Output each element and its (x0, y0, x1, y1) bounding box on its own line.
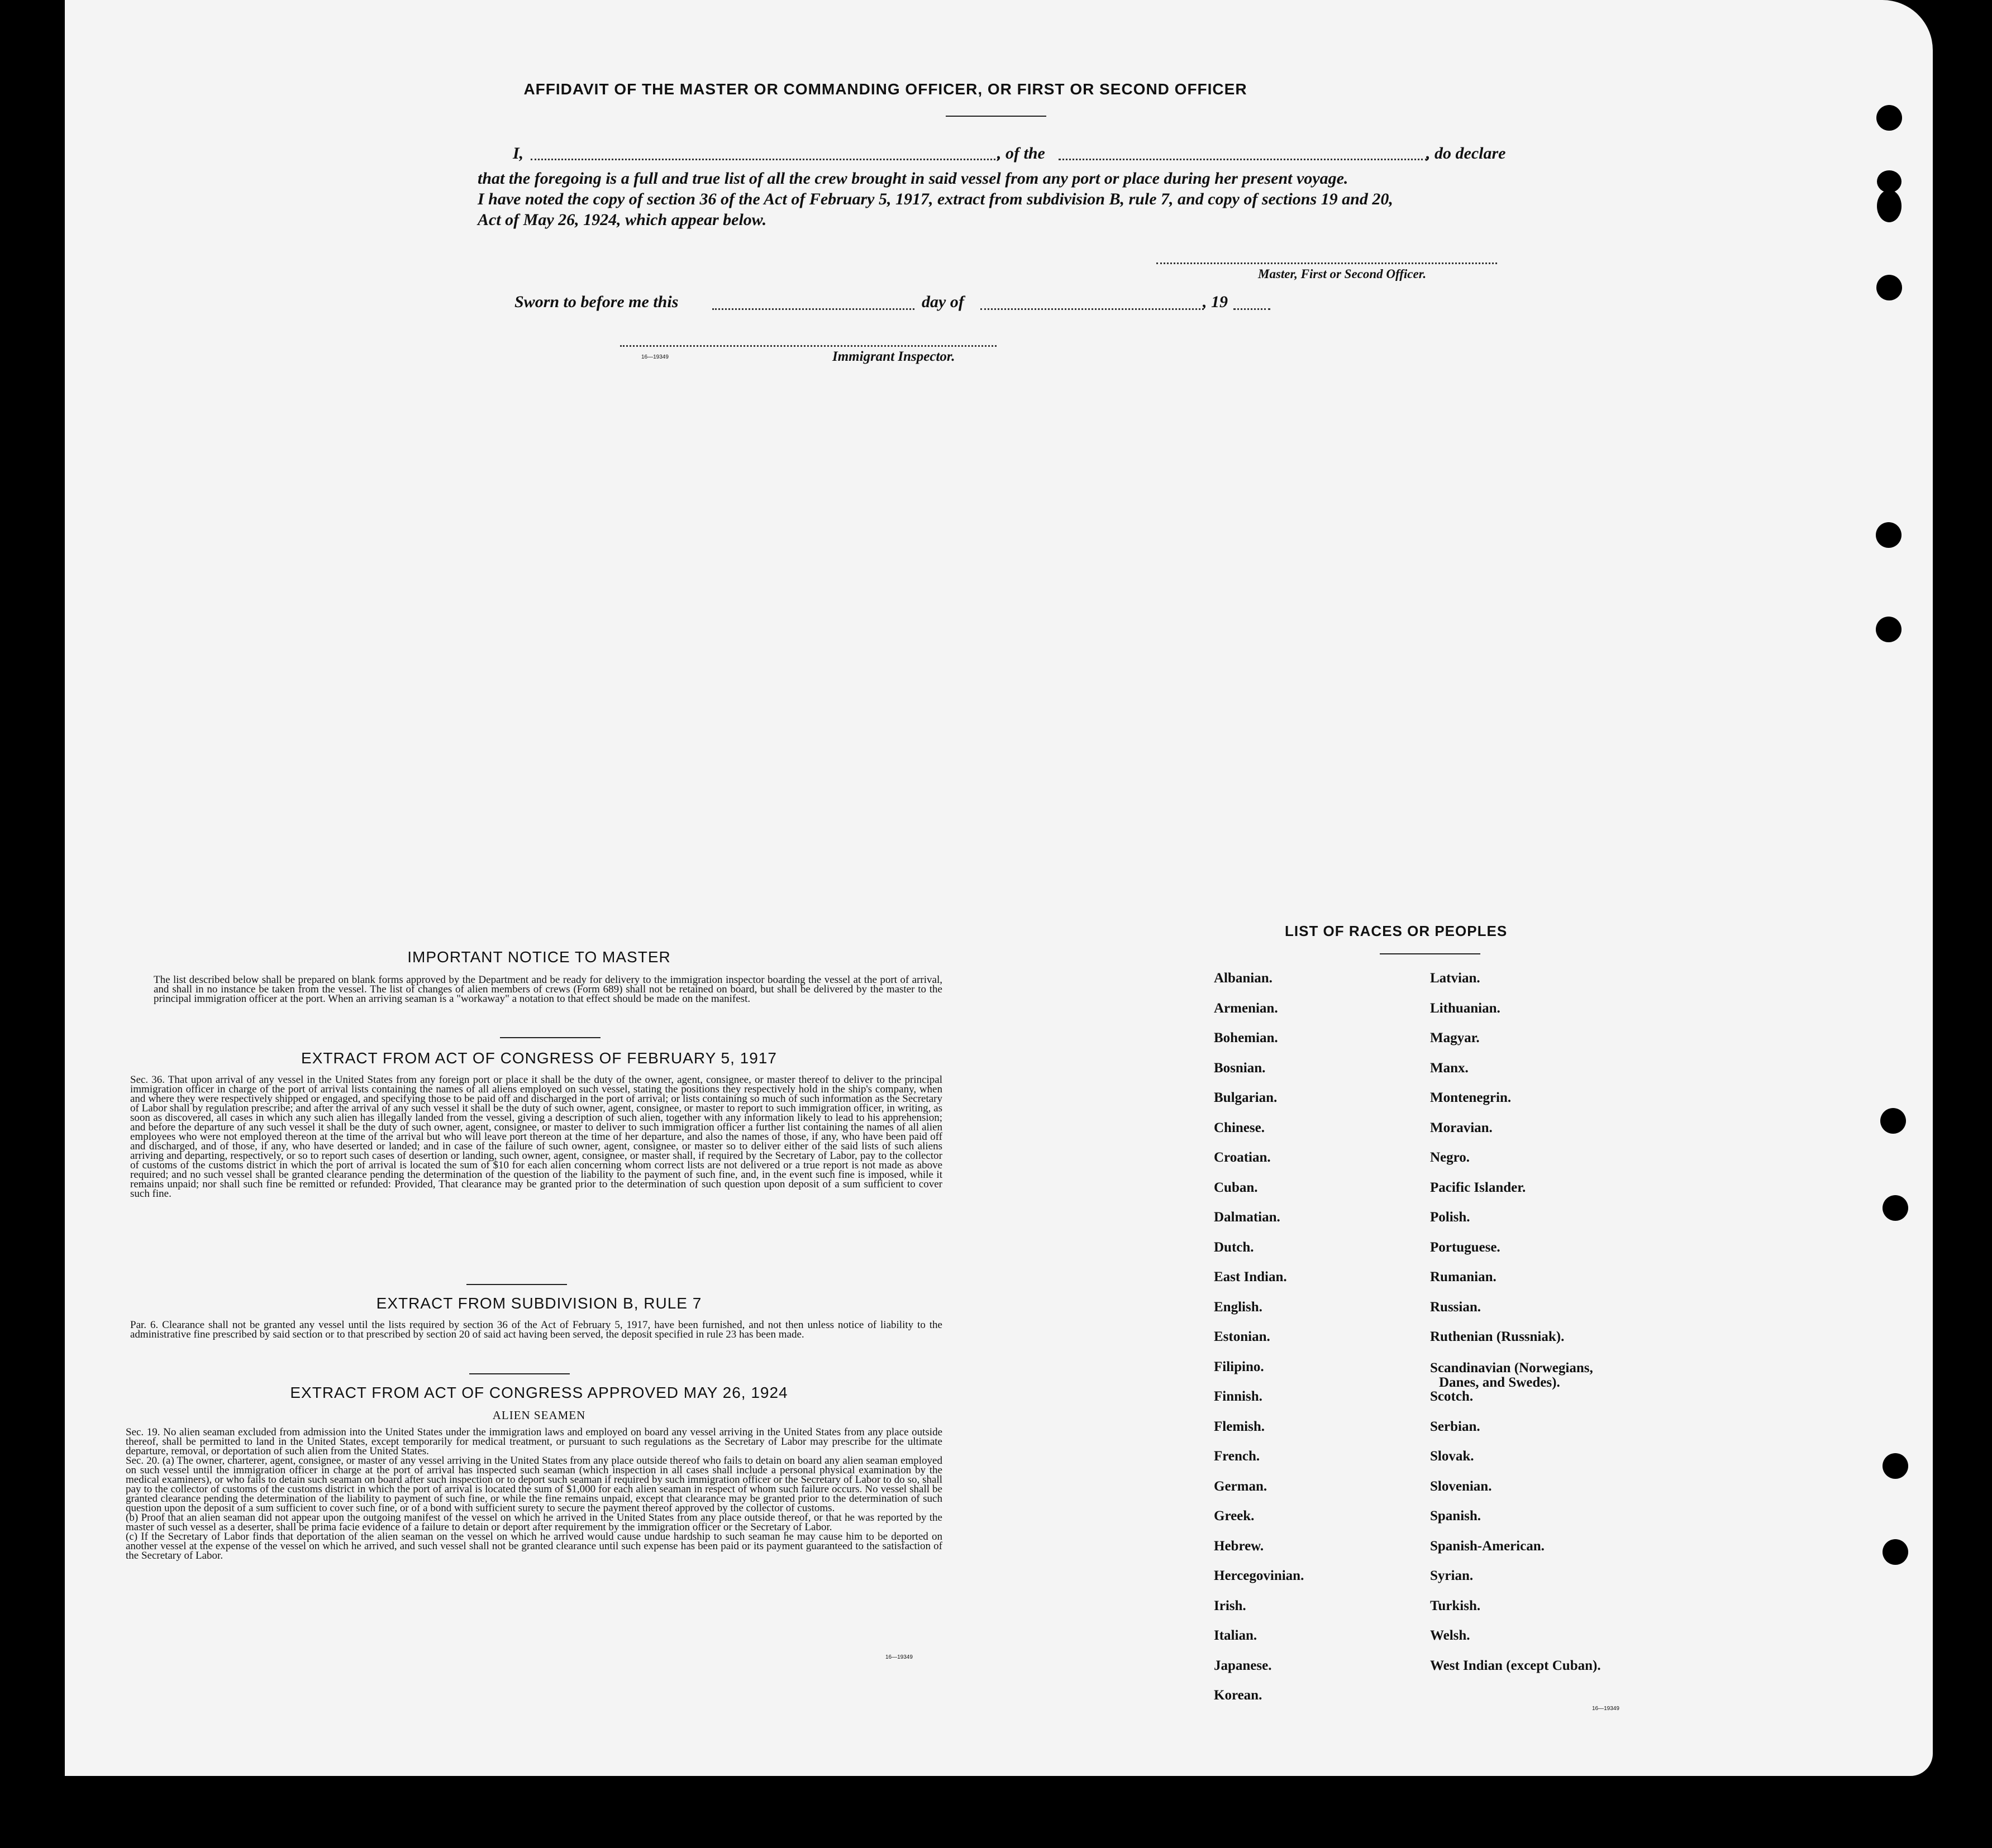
race-item: Manx. (1430, 1060, 1469, 1076)
race-item: Finnish. (1214, 1389, 1262, 1404)
race-item: Flemish. (1214, 1419, 1265, 1434)
divider (469, 1373, 570, 1374)
race-item: Moravian. (1430, 1120, 1493, 1135)
race-item: Slovak. (1430, 1449, 1474, 1464)
punch-hole (1877, 190, 1902, 222)
race-item: Serbian. (1430, 1419, 1480, 1434)
sworn-day-blank[interactable] (712, 308, 914, 310)
sworn-month-blank[interactable] (980, 308, 1204, 310)
race-item: Scandinavian (Norwegians, (1430, 1360, 1593, 1376)
affidavit-of-the: , of the (997, 144, 1045, 163)
race-item: Scotch. (1430, 1389, 1474, 1404)
punch-hole (1876, 617, 1902, 642)
subdivision-body: Par. 6. Clearance shall not be granted any vessel until the lists required by section 36 of the Act of February 5, 1917, have been furnished, and not then unless notice of liability to the administrative fine prescribed by said section or to that prescribed by section 20 of said act having been served, the deposit specified in rule 23 has been made. (130, 1319, 942, 1340)
race-item: Korean. (1214, 1688, 1262, 1703)
inspector-label: Immigrant Inspector. (832, 349, 955, 364)
race-item: Armenian. (1214, 1000, 1278, 1016)
race-item: French. (1214, 1449, 1260, 1464)
master-label: Master, First or Second Officer. (1258, 267, 1427, 281)
year-blank[interactable] (1233, 308, 1270, 310)
race-item: Albanian. (1214, 971, 1273, 986)
races-title: LIST OF RACES OR PEOPLES (1285, 923, 1508, 939)
race-item: Chinese. (1214, 1120, 1265, 1135)
race-item: Spanish. (1430, 1508, 1481, 1524)
punch-hole (1876, 522, 1902, 548)
race-item: Syrian. (1430, 1568, 1474, 1583)
extract-1917-title: EXTRACT FROM ACT OF CONGRESS OF FEBRUARY 5, 1917 (301, 1049, 777, 1067)
punch-hole (1877, 170, 1902, 193)
race-item: English. (1214, 1299, 1262, 1315)
divider (500, 1037, 601, 1038)
race-item: Latvian. (1430, 971, 1480, 986)
race-item: Bohemian. (1214, 1030, 1278, 1045)
race-item: Negro. (1430, 1150, 1470, 1165)
race-item: Lithuanian. (1430, 1000, 1500, 1016)
race-item: Magyar. (1430, 1030, 1480, 1045)
divider (466, 1284, 567, 1285)
affidavit-i-label: I, (513, 144, 524, 163)
punch-hole (1876, 275, 1902, 300)
race-item: Dalmatian. (1214, 1210, 1280, 1225)
races-form-number: 16—19349 (1592, 1706, 1619, 1712)
race-item: Turkish. (1430, 1598, 1481, 1613)
race-item: Dutch. (1214, 1239, 1254, 1255)
race-item: Spanish-American. (1430, 1538, 1545, 1554)
extract-form-number: 16—19349 (885, 1654, 913, 1660)
race-item: Bulgarian. (1214, 1090, 1278, 1105)
extract-1917-body: Sec. 36. That upon arrival of any vessel in the United States from any foreign port or place it shall be the duty of the owner, agent, consignee, or master thereof to deliver to the principal immigration officer in charge of the port of arrival lists containing the names of all aliens employed on such vessel, stating the positions they respectively hold in the ship's company, when and where they were respectively shipped or engaged, and specifying those to be paid off and discharged in the port of arrival; or lists containing so much of such information as the Secretary of Labor shall by regulation prescribe; and after the arrival of any such vessel it shall be the duty of such owner, agent, consignee, or master to report to such immigration officer, in writing, as soon as discovered, all cases in which any such alien has illegally landed from the vessel, giving a description of such alien, together with any information likely to lead to his apprehension; and before the departure of any such vessel it shall be the duty of such owner, agent, consignee, or master to deliver to such immigration officer a further list containing the names of all alien employees who were not employed thereon at the time of the arrival but who will leave port thereon at the time of her departure, and also the names of those, if any, who have been paid off and discharged, and of those, if any, who have deserted or landed; and in case of the failure of such owner, agent, consignee, or master so to deliver either of the said lists of such aliens arriving and departing, respectively, or so to report such cases of desertion or landing, such owner, agent, consignee, or master shall, if required by the Secretary of Labor, pay to the collector of customs of the customs district in which the port of arrival is located the sum of $10 for each alien concerning whom correct lists are not delivered or a true report is not made as above required; and no such vessel shall be granted clearance pending the determination of the question of the liability to the payment of such fine, and, in the event such fine is imposed, while it remains unpaid; nor shall such fine be remitted or refunded: Provided, That clearance may be granted prior to the determination of such question upon deposit of a sum sufficient to cover such fine. (130, 1074, 942, 1200)
race-item: Polish. (1430, 1210, 1470, 1225)
notice-title: IMPORTANT NOTICE TO MASTER (407, 948, 671, 966)
punch-hole (1883, 1539, 1908, 1565)
race-item: Hercegovinian. (1214, 1568, 1304, 1583)
alien-seamen-subtitle: ALIEN SEAMEN (492, 1408, 586, 1422)
race-item: West Indian (except Cuban). (1430, 1658, 1601, 1673)
race-item: Portuguese. (1430, 1239, 1500, 1255)
extract-1924-body (126, 1427, 942, 1560)
section-20b: (b) Proof that an alien seaman did not appear upon the outgoing manifest of the vessel on which he arrived in the United States from any place outside thereof, or that he was reported by the master of such vessel as a deserter, shall be prima facie evidence of a failure to detain or deport after requirement by the immigration officer or the Secretary of Labor. (126, 1512, 942, 1533)
race-item: Japanese. (1214, 1658, 1272, 1673)
races-divider (1380, 953, 1480, 954)
race-item: Ruthenian (Russniak). (1430, 1329, 1565, 1344)
race-item: Irish. (1214, 1598, 1246, 1613)
sworn-label: Sworn to before me this (514, 293, 679, 311)
punch-hole (1883, 1195, 1908, 1221)
race-item: German. (1214, 1478, 1267, 1494)
section-20c: (c) If the Secretary of Labor finds that deportation of the alien seaman on the vessel on which he arrived would cause undue hardship to such seaman he may cause him to be deported on another vessel at the expense of the vessel on which he arrived, and such vessel shall not be granted clearance until such expense has been paid or its payment guaranteed to the satisfaction of the Secretary of Labor. (126, 1531, 942, 1562)
race-item: Bosnian. (1214, 1060, 1266, 1076)
race-item: Estonian. (1214, 1329, 1270, 1344)
section-19: Sec. 19. No alien seaman excluded from admission into the United States under the immigration laws and employed on board any vessel arriving in the United States from any place outside thereof, shall be permitted to land in the United States, except temporarily for medical treatment, or pursuant to such regulations as the Secretary of Labor may prescribe for the ultimate departure, removal, or deportation of such alien from the United States. (126, 1426, 942, 1457)
race-item: Filipino. (1214, 1359, 1264, 1374)
vessel-blank[interactable] (1059, 159, 1427, 160)
race-item: Cuban. (1214, 1180, 1258, 1195)
race-item: Welsh. (1430, 1628, 1470, 1643)
race-item: Russian. (1430, 1299, 1481, 1315)
master-signature-line[interactable] (1156, 262, 1497, 264)
race-item: Pacific Islander. (1430, 1180, 1526, 1195)
race-item: Rumanian. (1430, 1269, 1497, 1284)
affidavit-line-3: I have noted the copy of section 36 of the Act of February 5, 1917, extract from subdivision B, rule 7, and copy of sections 19 and 20, (478, 190, 1393, 208)
race-item: East Indian. (1214, 1269, 1287, 1284)
punch-hole (1883, 1453, 1908, 1479)
race-item: Italian. (1214, 1628, 1257, 1643)
race-item: Hebrew. (1214, 1538, 1264, 1554)
name-blank[interactable] (531, 159, 999, 160)
affidavit-do-declare: , do declare (1426, 144, 1506, 163)
race-item: Greek. (1214, 1508, 1255, 1524)
day-of-label: day of (922, 293, 964, 311)
affidavit-line-2: that the foregoing is a full and true list of all the crew brought in said vessel from any port or place during her present voyage. (478, 169, 1348, 188)
title-divider (946, 116, 1046, 117)
punch-hole (1880, 1108, 1906, 1134)
race-item: Montenegrin. (1430, 1090, 1512, 1105)
affidavit-form-number: 16—19349 (641, 354, 669, 360)
year-label: , 19 (1203, 293, 1228, 311)
notice-body: The list described below shall be prepared on blank forms approved by the Department and be ready for delivery to the immigration inspector boarding the vessel at the port of arrival, and shall in no instance be taken from the vessel. The list of changes of alien members of crews (Form 689) shall not be retained on board, but shall be delivered by the master to the principal immigration officer at the port. When an arriving seaman is a "workaway" a notation to that effect should be made on the manifest. (154, 974, 942, 1005)
section-20a: Sec. 20. (a) The owner, charterer, agent, consignee, or master of any vessel arriving in the United States from any place outside thereof who fails to detain on board any alien seaman employed on such vessel until the immigration officer in charge at the port of arrival has inspected such seaman (which inspection in all cases shall include a personal physical examination by the medical examiners), or who fails to detain such seaman on board after such inspection or to deport such seaman if required by such immigration officer or the Secretary of Labor to do so, shall pay to the collector of customs of the customs district in which the port of arrival is located the sum of $1,000 for each alien seaman in respect of whom such failure occurs. No vessel shall be granted clearance pending the determination of the liability to payment of such fine, or while the fine remains unpaid, except that clearance may be granted prior to the determination of such question upon the deposit of a sum sufficient to cover such fine, or of a bond with sufficient surety to secure the payment thereof approved by the collector of customs. (126, 1455, 942, 1514)
race-item: Danes, and Swedes). (1439, 1374, 1560, 1390)
inspector-signature-line[interactable] (620, 345, 997, 347)
race-item: Croatian. (1214, 1150, 1271, 1165)
affidavit-title: AFFIDAVIT OF THE MASTER OR COMMANDING OFFICER, OR FIRST OR SECOND OFFICER (523, 80, 1247, 98)
race-item: Slovenian. (1430, 1478, 1492, 1494)
punch-hole (1876, 105, 1902, 131)
subdivision-title: EXTRACT FROM SUBDIVISION B, RULE 7 (376, 1295, 702, 1312)
affidavit-line-4: Act of May 26, 1924, which appear below. (478, 211, 767, 229)
extract-1924-title: EXTRACT FROM ACT OF CONGRESS APPROVED MAY 26, 1924 (290, 1384, 788, 1401)
